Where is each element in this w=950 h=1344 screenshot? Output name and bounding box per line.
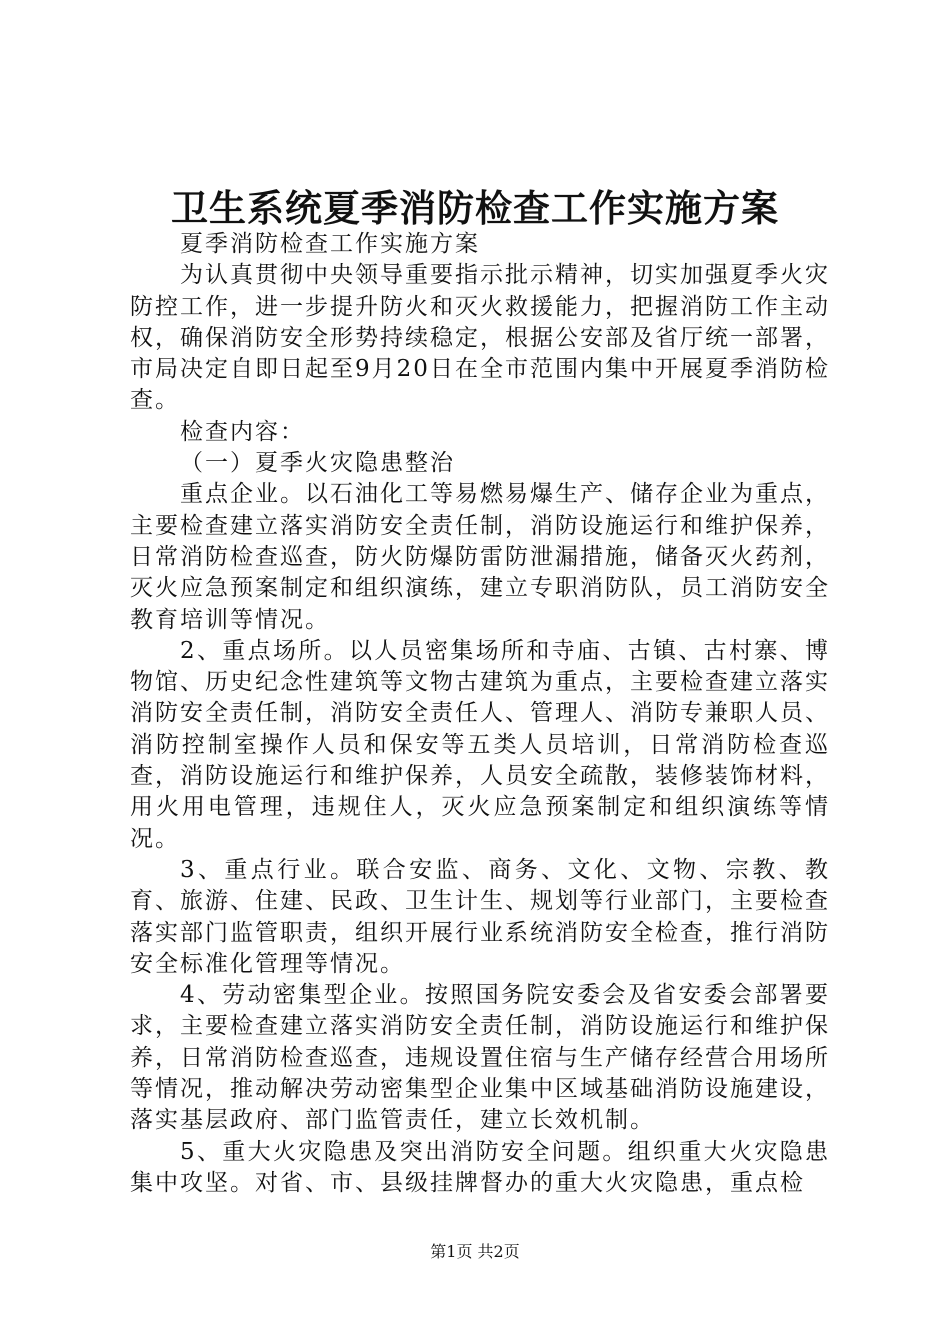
paragraph-labor-intensive: 4、劳动密集型企业。按照国务院安委会及省安委会部署要求，主要检查建立落实消防安全责任制，消防设施运行和维护保养，日常消防检查巡查，违规设置住宿与生产储存经营合用场所等情况，推动解决劳动密集型企业集中区域基础消防设施建设，落实基层政府、部门监管责任，建立长效机制。 [130, 982, 830, 1134]
page-footer: 第1页 共2页 [430, 1242, 520, 1261]
paragraph-inspection-heading: 检查内容： [180, 418, 305, 445]
paragraph-key-industries: 3、重点行业。联合安监、商务、文化、文物、宗教、教育、旅游、住建、民政、卫生计生、规划等行业部门，主要检查落实部门监管职责，组织开展行业系统消防安全检查，推行消防安全标准化管理等情况。 [130, 856, 830, 977]
paragraph-key-venues: 2、重点场所。以人员密集场所和寺庙、古镇、古村寨、博物馆、历史纪念性建筑等文物古建筑为重点，主要检查建立落实消防安全责任制，消防安全责任人、管理人、消防专兼职人员、消防控制室操作人员和保安等五类人员培训，日常消防检查巡查，消防设施运行和维护保养，人员安全疏散，装修装饰材料，用火用电管理，违规住人，灭火应急预案制定和组织演练等情况。 [130, 637, 830, 852]
paragraph-section-1-heading: （一）夏季火灾隐患整治 [180, 450, 455, 477]
paragraph-major-hazards: 5、重大火灾隐患及突出消防安全问题。组织重大火灾隐患集中攻坚。对省、市、县级挂牌督办的重大火灾隐患，重点检 [130, 1138, 830, 1196]
paragraph-key-enterprises: 重点企业。以石油化工等易燃易爆生产、储存企业为重点，主要检查建立落实消防安全责任制，消防设施运行和维护保养，日常消防检查巡查，防火防爆防雷防泄漏措施，储备灭火药剂，灭火应急预案制定和组织演练，建立专职消防队，员工消防安全教育培训等情况。 [130, 481, 830, 633]
document-title: 卫生系统夏季消防检查工作实施方案 [171, 186, 779, 230]
paragraph-intro: 为认真贯彻中央领导重要指示批示精神，切实加强夏季火灾防控工作，进一步提升防火和灭火救援能力，把握消防工作主动权，确保消防安全形势持续稳定，根据公安部及省厅统一部署，市局决定自即日起至9月20日在全市范围内集中开展夏季消防检查。 [130, 262, 830, 414]
document-body [130, 229, 830, 1199]
paragraph-subtitle: 夏季消防检查工作实施方案 [180, 231, 480, 257]
